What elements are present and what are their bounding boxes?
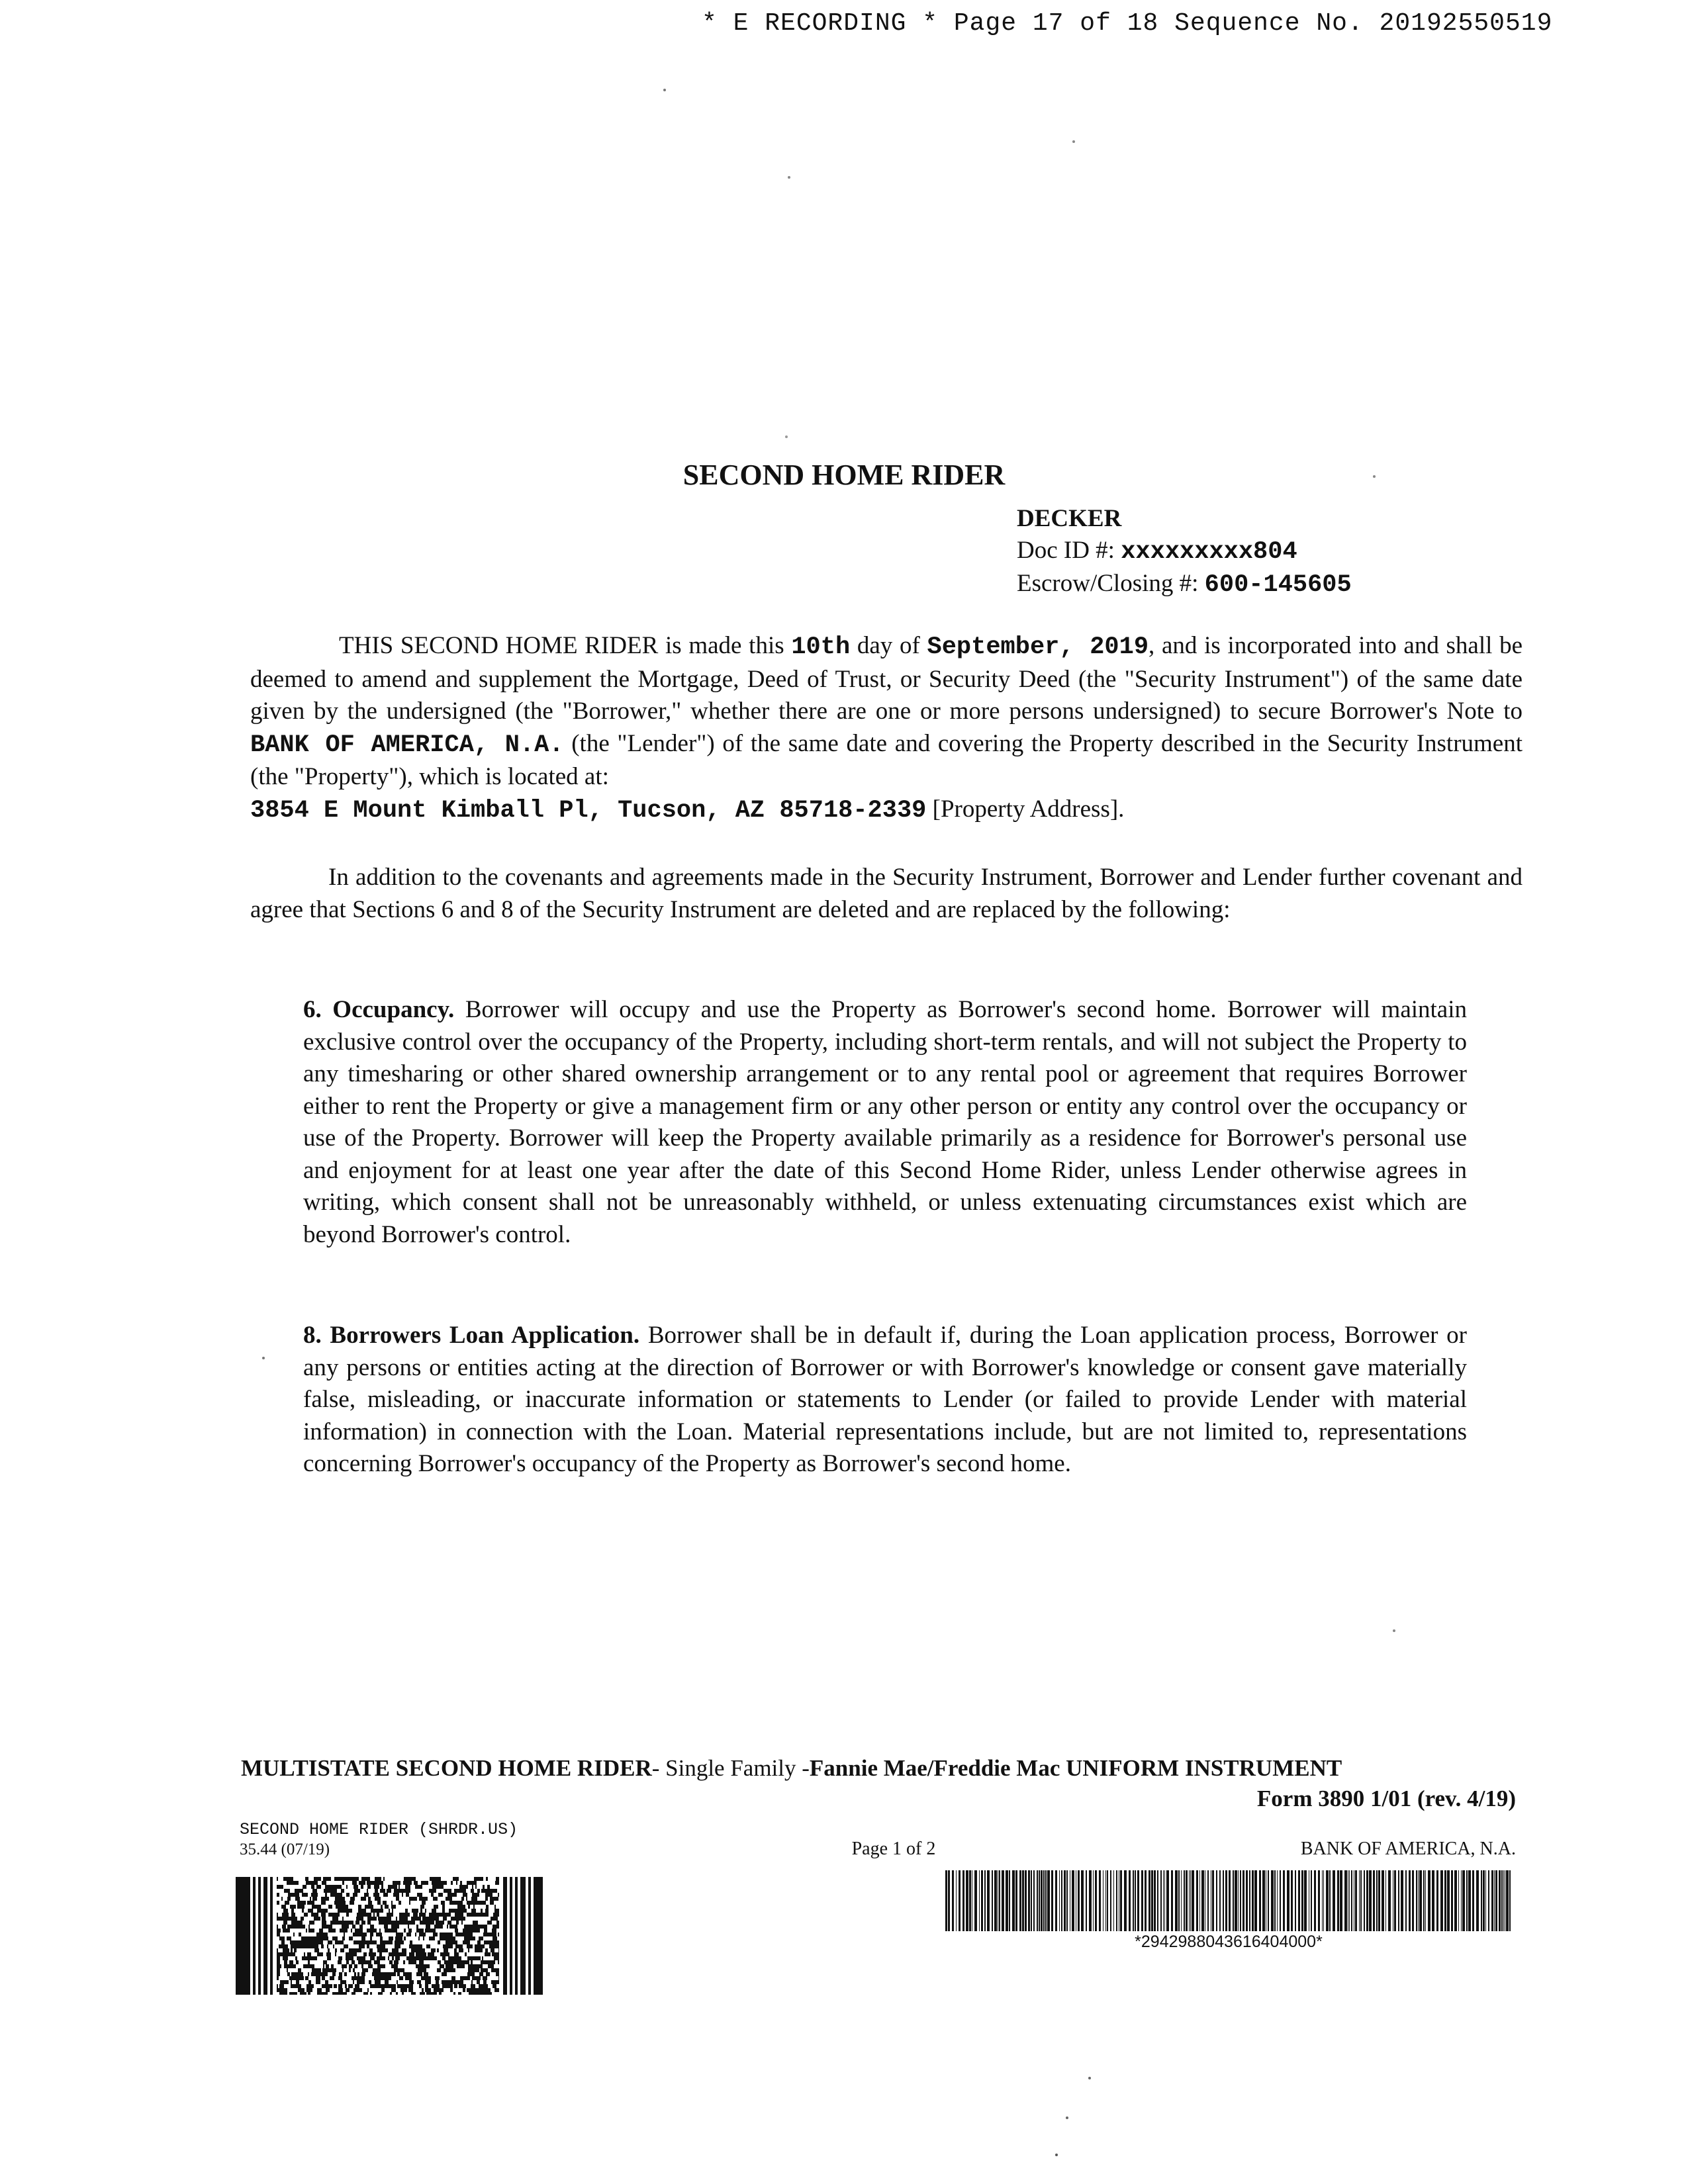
footer-form-title xyxy=(241,1755,1519,1782)
footer-lender: BANK OF AMERICA, N.A. xyxy=(1300,1839,1516,1859)
covenant-paragraph xyxy=(250,862,1523,926)
form-title-normal: - Single Family - xyxy=(651,1755,810,1781)
rider-code-block xyxy=(240,1820,703,1860)
property-address: 3854 E Mount Kimball Pl, Tucson, AZ 85718-2339 xyxy=(250,796,927,825)
borrower-name: DECKER xyxy=(1017,505,1122,532)
section-8-heading: 8. Borrowers Loan Application. xyxy=(303,1322,640,1349)
intro-date: September, 2019 xyxy=(927,633,1149,661)
recording-header: * E RECORDING * Page 17 of 18 Sequence No. 20192550519 xyxy=(702,9,1553,38)
section-8-body: Borrower shall be in default if, during the Loan application process, Borrower or any persons or entities acting at the direction of Borrower or with Borrower's knowledge or consent gave materially false, misleading, or inaccurate information or statements to Lender (or failed to provide Lender with material information) in connection with the Loan. Material representations include, but are not limited to, representations concerning Borrower's occupancy of the Property as Borrower's second home. xyxy=(303,1322,1467,1477)
form-title-bold: MULTISTATE SECOND HOME RIDER xyxy=(241,1755,652,1781)
id-block xyxy=(1017,503,1613,601)
intro-paragraph xyxy=(250,630,1523,827)
section-6-heading: 6. Occupancy. xyxy=(303,996,455,1023)
intro-day: 10th xyxy=(791,633,851,661)
page-number: Page 1 of 2 xyxy=(851,1839,936,1859)
doc-id-line xyxy=(1017,535,1613,568)
escrow-label: Escrow/Closing #: xyxy=(1017,570,1199,597)
pdf417-barcode-icon xyxy=(236,1877,543,1995)
intro-lender: BANK OF AMERICA, N.A. xyxy=(250,731,564,759)
section-6-body: Borrower will occupy and use the Property as Borrower's second home. Borrower will maintain exclusive control over the occupancy of the Property, including short-term rentals, and will not subject the Property to any timesharing or other shared ownership arrangement or to any rental pool or agreement that requires Borrower either to rent the Property or give a management firm or any other person or entity any control over the occupancy or use of the Property. Borrower will keep the Property available primarily as a residence for Borrower's personal use and enjoyment for at least one year after the date of this Second Home Rider, unless Lender otherwise agrees in writing, which consent shall not be unreasonably withheld, or unless extenuating circumstances exist which are beyond Borrower's control. xyxy=(303,996,1468,1248)
rider-code: SECOND HOME RIDER (SHRDR.US) xyxy=(240,1820,518,1839)
intro-text-3: , and is incorporated into and shall be deemed to amend and supplement the Mortgage, Deed of Trust, or Security Deed (the "Security Instrument") of the same date given by the undersigned (the "Borrower," whether there are one or more persons undersigned) to secure Borrower's Note to xyxy=(250,632,1523,725)
rider-version: 35.44 (07/19) xyxy=(240,1841,330,1858)
section-8-loan-application xyxy=(303,1320,1467,1480)
intro-text-4: (the "Lender") of the same date and covering the Property described in the Security Instrument (the "Property"), which is located at: xyxy=(250,729,1523,790)
intro-text-1: THIS SECOND HOME RIDER is made this xyxy=(339,632,784,659)
covenant-text: In addition to the covenants and agreements made in the Security Instrument, Borrower and Lender further covenant and agree that Sections 6 and 8 of the Security Instrument are deleted and are replaced by the following: xyxy=(250,864,1523,923)
section-6-occupancy xyxy=(303,994,1467,1251)
page-title: SECOND HOME RIDER xyxy=(682,459,1006,491)
linear-barcode-icon xyxy=(944,1870,1513,1931)
form-title-bold-2: Fannie Mae/Freddie Mac UNIFORM INSTRUMENT xyxy=(809,1755,1342,1781)
form-number: Form 3890 1/01 (rev. 4/19) xyxy=(1256,1786,1516,1811)
intro-text-5: [Property Address]. xyxy=(932,795,1125,823)
doc-id-value: xxxxxxxxx804 xyxy=(1121,538,1297,566)
barcode-number: *2942988043616404000* xyxy=(1135,1933,1323,1951)
escrow-value: 600-145605 xyxy=(1204,571,1352,599)
escrow-line xyxy=(1017,568,1613,601)
doc-id-label: Doc ID #: xyxy=(1017,537,1115,564)
intro-text-2: day of xyxy=(857,632,920,659)
